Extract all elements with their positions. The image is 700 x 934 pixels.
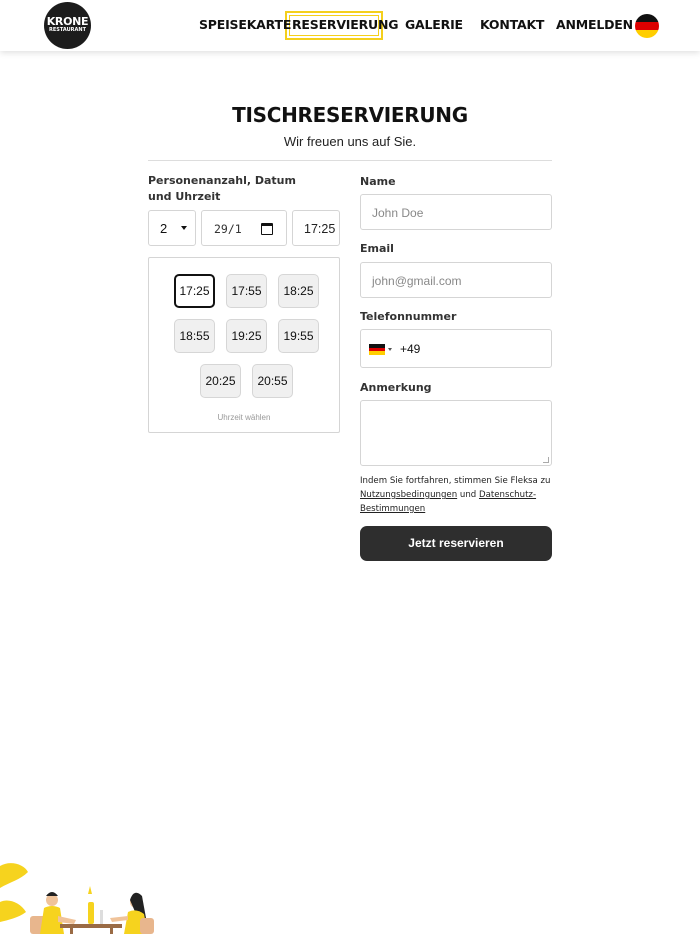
phone-label: Telefonnummer (360, 310, 457, 323)
calendar-icon[interactable] (261, 223, 273, 235)
time-slot-panel (148, 257, 340, 433)
phone-field[interactable] (360, 329, 552, 368)
legal-and: und (459, 490, 477, 500)
time-slot[interactable]: 17:55 (226, 274, 267, 308)
time-slot[interactable]: 18:25 (278, 274, 319, 308)
email-label: Email (360, 242, 394, 255)
logo-subline: RESTAURANT (49, 27, 86, 33)
page-title: TISCHRESERVIERUNG (232, 103, 468, 127)
time-input[interactable] (292, 210, 340, 246)
name-label: Name (360, 175, 396, 188)
legal-notice (360, 474, 552, 516)
legal-prefix: Indem Sie fortfahren, stimmen Sie Fleksa zu (360, 476, 551, 486)
time-slot[interactable]: 18:55 (174, 319, 215, 353)
nav-item-reservierung[interactable]: RESERVIERUNG (292, 17, 399, 32)
booking-section-label: Personenanzahl, Datum und Uhrzeit (148, 174, 296, 203)
de-flag-icon[interactable] (369, 344, 385, 355)
time-slot[interactable]: 20:55 (252, 364, 293, 398)
resize-handle-icon[interactable] (543, 457, 549, 463)
name-field[interactable] (360, 194, 552, 230)
logo-wordmark: KRONE (46, 15, 89, 28)
site-header (0, 0, 700, 51)
nav-item-kontakt[interactable]: KONTAKT (480, 17, 545, 32)
note-label: Anmerkung (360, 381, 432, 394)
chevron-down-icon[interactable] (388, 348, 392, 351)
email-field[interactable] (360, 262, 552, 298)
time-slot[interactable]: 19:25 (226, 319, 267, 353)
time-value: 17:25 (304, 222, 336, 236)
dining-couple-illustration (0, 858, 160, 934)
time-slot-hint: Uhrzeit wählen (217, 413, 271, 422)
privacy-link[interactable]: Datenschutz-Bestimmungen (360, 490, 537, 514)
terms-link[interactable]: Nutzungsbedingungen (360, 490, 458, 500)
time-slot-selected[interactable]: 17:25 (174, 274, 215, 308)
de-flag-icon[interactable] (635, 14, 659, 38)
guests-value: 2 (160, 221, 168, 236)
date-input[interactable] (201, 210, 287, 246)
page-subtitle: Wir freuen uns auf Sie. (283, 134, 417, 149)
guests-select[interactable] (148, 210, 196, 246)
phone-country-code: +49 (400, 342, 421, 356)
submit-reservation-button[interactable]: Jetzt reservieren (360, 526, 552, 561)
nav-item-galerie[interactable]: GALERIE (405, 17, 463, 32)
name-placeholder: John Doe (372, 206, 424, 220)
title-divider (148, 160, 552, 161)
time-slot[interactable]: 20:25 (200, 364, 241, 398)
note-textarea[interactable] (360, 400, 552, 466)
date-value: 29/1 (214, 222, 242, 236)
email-placeholder: john@gmail.com (372, 274, 462, 288)
restaurant-logo[interactable] (44, 2, 91, 49)
nav-item-anmelden[interactable]: ANMELDEN (556, 17, 633, 32)
time-slot[interactable]: 19:55 (278, 319, 319, 353)
chevron-down-icon (181, 226, 187, 230)
nav-item-speisekarte[interactable]: SPEISEKARTE (199, 17, 292, 32)
